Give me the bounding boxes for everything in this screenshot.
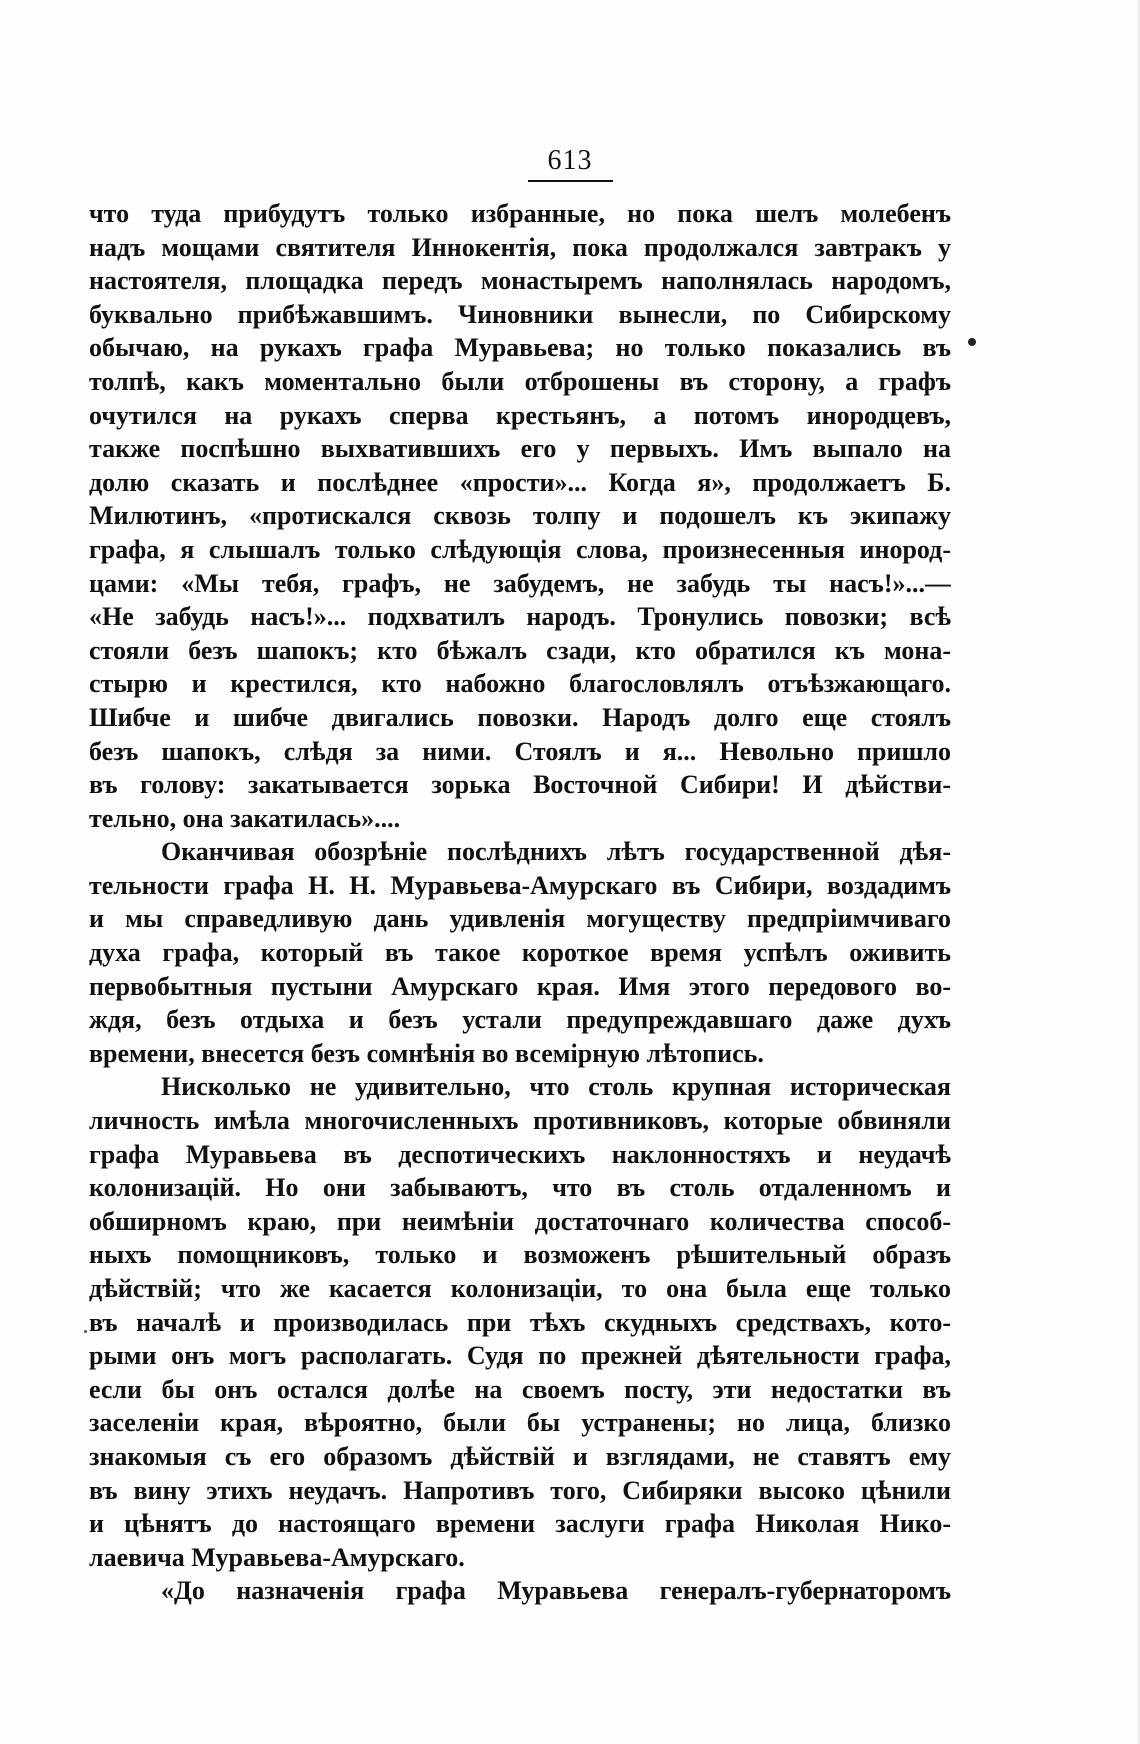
text-line: графа Муравьева въ деспотическихъ наклонностяхъ и неудачѣ xyxy=(89,1139,951,1169)
text-line: первобытныя пустыни Амурскаго края. Имя этого передового во- xyxy=(89,971,951,1001)
scan-artifact-speck xyxy=(84,1330,87,1333)
text-line: заселеніи края, вѣроятно, были бы устранены; но лица, близко xyxy=(89,1408,951,1438)
text-line: духа графа, который въ такое короткое время успѣлъ оживить xyxy=(89,938,951,968)
text-line: въ началѣ и производилась при тѣхъ скудныхъ средствахъ, кото- xyxy=(89,1307,951,1337)
text-line: времени, внесется безъ сомнѣнія во всемірную лѣтопись. xyxy=(89,1038,764,1068)
text-line: тельно, она закатилась».... xyxy=(89,803,401,833)
text-line: «Не забудь насъ!»... подхватилъ народъ. Тронулись повозки; всѣ xyxy=(89,602,951,632)
scan-artifact-dot xyxy=(968,338,976,346)
text-line: Шибче и шибче двигались повозки. Народъ долго еще стоялъ xyxy=(89,702,951,732)
text-line: что туда прибудутъ только избранные, но пока шелъ молебенъ xyxy=(89,199,951,228)
text-line: и мы справедливую дань удивленія могуществу предпріимчиваго xyxy=(89,904,951,934)
body-text xyxy=(89,197,951,1608)
text-line: дѣйствій; что же касается колонизаціи, то она была еще только xyxy=(89,1274,951,1303)
text-line: и цѣнятъ до настоящаго времени заслуги графа Николая Нико- xyxy=(89,1509,951,1539)
text-line: ждя, безъ отдыха и безъ устали предупреждавшаго даже духъ xyxy=(89,1005,951,1035)
page-number: 613 xyxy=(528,144,613,182)
text-line: обширномъ краю, при неимѣніи достаточнаго количества способ- xyxy=(89,1206,951,1236)
text-line: лаевича Муравьева-Амурскаго. xyxy=(89,1542,465,1572)
text-line: также поспѣшно выхватившихъ его у первыхъ. Имъ выпало на xyxy=(89,434,951,464)
text-line: тельности графа Н. Н. Муравьева-Амурскаго въ Сибири, воздадимъ xyxy=(89,870,951,900)
text-line: очутился на рукахъ сперва крестьянъ, а потомъ инородцевъ, xyxy=(89,400,951,430)
page-header xyxy=(0,144,1140,182)
text-line: личность имѣла многочисленныхъ противниковъ, которые обвиняли xyxy=(89,1106,951,1136)
text-line: въ вину этихъ неудачъ. Напротивъ того, Сибиряки высоко цѣнили xyxy=(89,1475,951,1505)
text-line: колонизацій. Но они забываютъ, что въ столь отдаленномъ и xyxy=(89,1173,951,1203)
text-line: ныхъ помощниковъ, только и возможенъ рѣшительный образъ xyxy=(89,1240,951,1270)
text-line: знакомыя съ его образомъ дѣйствій и взглядами, не ставятъ ему xyxy=(89,1441,951,1471)
text-line: рыми онъ могъ располагать. Судя по прежней дѣятельности графа, xyxy=(89,1341,951,1371)
text-line: обычаю, на рукахъ графа Муравьева; но только показались въ xyxy=(89,333,951,363)
text-line: надъ мощами святителя Иннокентія, пока продолжался завтракъ у xyxy=(89,232,951,262)
text-line: «До назначенія графа Муравьева генералъ-губернаторомъ xyxy=(161,1576,951,1606)
text-line: стояли безъ шапокъ; кто бѣжалъ сзади, кто обратился къ мона- xyxy=(89,635,951,665)
page-edge-shadow xyxy=(1136,0,1140,1744)
text-line: долю сказать и послѣднее «прости»... Когда я», продолжаетъ Б. xyxy=(89,467,951,497)
text-line: графа, я слышалъ только слѣдующія слова, произнесенныя инород- xyxy=(89,534,951,564)
text-line: Милютинъ, «протискался сквозь толпу и подошелъ къ экипажу xyxy=(89,501,951,531)
text-line: буквально прибѣжавшимъ. Чиновники вынесли, по Сибирскому xyxy=(89,299,951,329)
text-line: Оканчивая обозрѣніе послѣднихъ лѣтъ государственной дѣя- xyxy=(161,837,951,867)
text-line: толпѣ, какъ моментально были отброшены въ сторону, а графъ xyxy=(89,366,951,396)
text-line: безъ шапокъ, слѣдя за ними. Стоялъ и я... Невольно пришло xyxy=(89,736,951,766)
text-line: настоятеля, площадка передъ монастыремъ наполнялась народомъ, xyxy=(89,266,951,296)
text-line: цами: «Мы тебя, графъ, не забудемъ, не забудь ты насъ!»...— xyxy=(89,568,951,598)
text-line: Нисколько не удивительно, что столь крупная историческая xyxy=(161,1072,951,1102)
text-line: въ голову: закатывается зорька Восточной Сибири! И дѣйстви- xyxy=(89,770,951,800)
text-line: если бы онъ остался долѣе на своемъ посту, эти недостатки въ xyxy=(89,1374,951,1404)
text-line: стырю и крестился, кто набожно благословлялъ отъѣзжающаго. xyxy=(89,669,951,699)
